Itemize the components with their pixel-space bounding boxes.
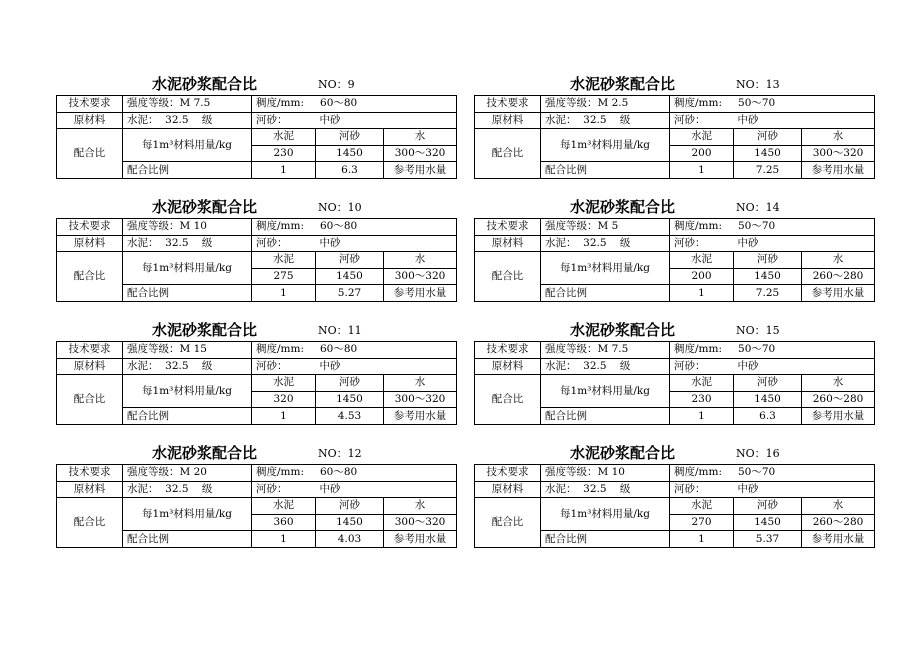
col-cement-header: 水泥 (252, 375, 316, 392)
raw-material-label: 原材料 (57, 112, 123, 129)
raw-material-label: 原材料 (57, 235, 123, 252)
sand-amount: 1450 (316, 391, 384, 408)
ratio-label: 配合比例 (541, 531, 670, 548)
raw-material-row (475, 481, 875, 498)
strength-grade: 强度等级：M 2.5 (541, 96, 670, 113)
sheet-title: 水泥砂浆配合比 (570, 321, 676, 339)
cement-spec: 水泥： 32.5 级 (541, 481, 670, 498)
ratio-cement: 1 (670, 162, 734, 179)
sheet-title: 水泥砂浆配合比 (570, 444, 676, 462)
ref-water-note: 参考用水量 (802, 162, 875, 179)
sheet-title: 水泥砂浆配合比 (152, 321, 258, 339)
ratio-sand: 5.37 (734, 531, 802, 548)
cement-amount: 270 (670, 514, 734, 531)
col-cement-header: 水泥 (252, 252, 316, 269)
raw-material-row (475, 358, 875, 375)
ratio-label: 配合比例 (123, 531, 252, 548)
mix-sheet (474, 196, 874, 302)
cement-spec: 水泥： 32.5 级 (123, 358, 252, 375)
ratio-label: 配合比例 (541, 162, 670, 179)
raw-material-row (57, 358, 457, 375)
col-sand-header: 河砂 (316, 375, 384, 392)
cement-spec: 水泥： 32.5 级 (123, 235, 252, 252)
sheet-number: NO：15 (736, 324, 780, 337)
col-sand-header: 河砂 (734, 252, 802, 269)
sheet-number: NO：10 (318, 201, 362, 214)
usage-label: 每1m³材料用量/kg (541, 375, 670, 408)
cement-spec: 水泥： 32.5 级 (541, 358, 670, 375)
tech-req-label: 技术要求 (475, 96, 541, 113)
ratio-cement: 1 (252, 408, 316, 425)
cement-amount: 200 (670, 145, 734, 162)
consistency: 稠度/mm: 60～80 (252, 342, 457, 359)
ratio-sand: 4.53 (316, 408, 384, 425)
strength-grade: 强度等级：M 10 (123, 219, 252, 236)
tech-req-label: 技术要求 (57, 342, 123, 359)
sheet-header (474, 196, 874, 218)
col-sand-header: 河砂 (734, 129, 802, 146)
ratio-label: 配合比例 (541, 285, 670, 302)
col-water-header: 水 (384, 498, 457, 515)
sand-spec: 河砂： 中砂 (252, 235, 457, 252)
mix-ratio-label: 配合比 (57, 252, 123, 302)
sheet-title: 水泥砂浆配合比 (570, 75, 676, 93)
col-water-header: 水 (802, 375, 875, 392)
mix-header-row (475, 252, 875, 269)
cement-spec: 水泥： 32.5 级 (123, 481, 252, 498)
sand-amount: 1450 (734, 514, 802, 531)
usage-label: 每1m³材料用量/kg (123, 375, 252, 408)
col-sand-header: 河砂 (316, 252, 384, 269)
cement-amount: 230 (252, 145, 316, 162)
ratio-sand: 7.25 (734, 285, 802, 302)
sand-amount: 1450 (734, 268, 802, 285)
tech-req-label: 技术要求 (475, 465, 541, 482)
mix-header-row (57, 498, 457, 515)
strength-grade: 强度等级：M 7.5 (123, 96, 252, 113)
mix-sheet (56, 319, 456, 425)
sand-amount: 1450 (316, 145, 384, 162)
sheet-header (474, 442, 874, 464)
col-cement-header: 水泥 (252, 498, 316, 515)
col-cement-header: 水泥 (252, 129, 316, 146)
water-amount: 300～320 (384, 268, 457, 285)
cement-spec: 水泥： 32.5 级 (541, 112, 670, 129)
mix-sheet (474, 442, 874, 548)
ref-water-note: 参考用水量 (384, 285, 457, 302)
mix-table (474, 218, 875, 302)
tech-req-label: 技术要求 (475, 342, 541, 359)
col-sand-header: 河砂 (316, 129, 384, 146)
water-amount: 300～320 (384, 391, 457, 408)
sand-spec: 河砂： 中砂 (670, 235, 875, 252)
mix-table (56, 218, 457, 302)
consistency: 稠度/mm: 60～80 (252, 465, 457, 482)
consistency: 稠度/mm: 60～80 (252, 96, 457, 113)
usage-label: 每1m³材料用量/kg (541, 252, 670, 285)
ref-water-note: 参考用水量 (802, 285, 875, 302)
sand-spec: 河砂： 中砂 (252, 481, 457, 498)
water-amount: 260～280 (802, 268, 875, 285)
sand-spec: 河砂： 中砂 (252, 358, 457, 375)
sheet-number: NO：9 (318, 78, 355, 91)
usage-label: 每1m³材料用量/kg (541, 498, 670, 531)
strength-grade: 强度等级：M 10 (541, 465, 670, 482)
ratio-cement: 1 (252, 162, 316, 179)
sand-amount: 1450 (316, 514, 384, 531)
raw-material-row (475, 235, 875, 252)
sheet-number: NO：12 (318, 447, 362, 460)
consistency: 稠度/mm: 60～80 (252, 219, 457, 236)
sand-spec: 河砂： 中砂 (670, 481, 875, 498)
water-amount: 300～320 (384, 514, 457, 531)
tech-req-row (475, 342, 875, 359)
ratio-cement: 1 (670, 531, 734, 548)
sheet-number: NO：16 (736, 447, 780, 460)
col-cement-header: 水泥 (670, 498, 734, 515)
cement-amount: 320 (252, 391, 316, 408)
tech-req-row (57, 342, 457, 359)
cement-spec: 水泥： 32.5 级 (123, 112, 252, 129)
ratio-cement: 1 (252, 531, 316, 548)
mix-ratio-label: 配合比 (57, 498, 123, 548)
usage-label: 每1m³材料用量/kg (123, 252, 252, 285)
mix-table (56, 341, 457, 425)
col-sand-header: 河砂 (734, 375, 802, 392)
sheet-number: NO：13 (736, 78, 780, 91)
cement-amount: 200 (670, 268, 734, 285)
tech-req-row (475, 465, 875, 482)
tech-req-label: 技术要求 (475, 219, 541, 236)
mix-header-row (475, 129, 875, 146)
mix-header-row (475, 375, 875, 392)
sheet-header (56, 319, 456, 341)
raw-material-label: 原材料 (475, 358, 541, 375)
cement-amount: 360 (252, 514, 316, 531)
sheet-header (56, 442, 456, 464)
mix-table (56, 464, 457, 548)
ref-water-note: 参考用水量 (802, 408, 875, 425)
sand-spec: 河砂： 中砂 (252, 112, 457, 129)
mix-sheet (56, 196, 456, 302)
tech-req-row (57, 219, 457, 236)
sheet-header (56, 73, 456, 95)
mix-ratio-label: 配合比 (475, 375, 541, 425)
col-water-header: 水 (802, 129, 875, 146)
tech-req-row (475, 96, 875, 113)
strength-grade: 强度等级：M 20 (123, 465, 252, 482)
col-water-header: 水 (384, 252, 457, 269)
col-cement-header: 水泥 (670, 375, 734, 392)
usage-label: 每1m³材料用量/kg (541, 129, 670, 162)
mix-header-row (57, 129, 457, 146)
strength-grade: 强度等级：M 5 (541, 219, 670, 236)
sand-spec: 河砂： 中砂 (670, 358, 875, 375)
sand-amount: 1450 (734, 145, 802, 162)
mix-table (56, 95, 457, 179)
raw-material-label: 原材料 (57, 481, 123, 498)
col-cement-header: 水泥 (670, 129, 734, 146)
mix-sheet (56, 442, 456, 548)
raw-material-label: 原材料 (57, 358, 123, 375)
usage-label: 每1m³材料用量/kg (123, 129, 252, 162)
consistency: 稠度/mm: 50～70 (670, 96, 875, 113)
mix-table (474, 341, 875, 425)
tech-req-row (57, 96, 457, 113)
ratio-cement: 1 (252, 285, 316, 302)
ratio-label: 配合比例 (123, 285, 252, 302)
raw-material-row (475, 112, 875, 129)
raw-material-label: 原材料 (475, 481, 541, 498)
ratio-sand: 6.3 (316, 162, 384, 179)
mix-ratio-label: 配合比 (57, 129, 123, 179)
sheet-number: NO：11 (318, 324, 362, 337)
sheet-title: 水泥砂浆配合比 (152, 75, 258, 93)
tech-req-row (475, 219, 875, 236)
mix-sheet (56, 73, 456, 179)
mix-header-row (57, 252, 457, 269)
mix-ratio-label: 配合比 (57, 375, 123, 425)
col-water-header: 水 (384, 375, 457, 392)
sand-amount: 1450 (734, 391, 802, 408)
raw-material-row (57, 112, 457, 129)
consistency: 稠度/mm: 50～70 (670, 342, 875, 359)
ref-water-note: 参考用水量 (384, 531, 457, 548)
sheet-header (474, 319, 874, 341)
ref-water-note: 参考用水量 (384, 408, 457, 425)
ref-water-note: 参考用水量 (802, 531, 875, 548)
sheet-header (474, 73, 874, 95)
raw-material-label: 原材料 (475, 235, 541, 252)
water-amount: 260～280 (802, 514, 875, 531)
strength-grade: 强度等级：M 7.5 (541, 342, 670, 359)
tech-req-label: 技术要求 (57, 465, 123, 482)
tech-req-row (57, 465, 457, 482)
mix-header-row (475, 498, 875, 515)
cement-amount: 275 (252, 268, 316, 285)
strength-grade: 强度等级：M 15 (123, 342, 252, 359)
sand-amount: 1450 (316, 268, 384, 285)
col-water-header: 水 (802, 252, 875, 269)
ratio-cement: 1 (670, 285, 734, 302)
sand-spec: 河砂： 中砂 (670, 112, 875, 129)
mix-ratio-label: 配合比 (475, 252, 541, 302)
consistency: 稠度/mm: 50～70 (670, 219, 875, 236)
col-sand-header: 河砂 (316, 498, 384, 515)
sheet-title: 水泥砂浆配合比 (152, 198, 258, 216)
water-amount: 300～320 (802, 145, 875, 162)
ratio-sand: 4.03 (316, 531, 384, 548)
ratio-label: 配合比例 (123, 162, 252, 179)
col-sand-header: 河砂 (734, 498, 802, 515)
water-amount: 260～280 (802, 391, 875, 408)
mix-ratio-label: 配合比 (475, 129, 541, 179)
cement-amount: 230 (670, 391, 734, 408)
sheet-title: 水泥砂浆配合比 (152, 444, 258, 462)
sheet-number: NO：14 (736, 201, 780, 214)
tech-req-label: 技术要求 (57, 219, 123, 236)
raw-material-label: 原材料 (475, 112, 541, 129)
sheet-header (56, 196, 456, 218)
ref-water-note: 参考用水量 (384, 162, 457, 179)
water-amount: 300～320 (384, 145, 457, 162)
raw-material-row (57, 235, 457, 252)
ratio-sand: 6.3 (734, 408, 802, 425)
usage-label: 每1m³材料用量/kg (123, 498, 252, 531)
mix-ratio-label: 配合比 (475, 498, 541, 548)
mix-sheet (474, 319, 874, 425)
consistency: 稠度/mm: 50～70 (670, 465, 875, 482)
ratio-cement: 1 (670, 408, 734, 425)
cement-spec: 水泥： 32.5 级 (541, 235, 670, 252)
raw-material-row (57, 481, 457, 498)
mix-table (474, 464, 875, 548)
ratio-label: 配合比例 (541, 408, 670, 425)
col-water-header: 水 (802, 498, 875, 515)
mix-sheet (474, 73, 874, 179)
ratio-label: 配合比例 (123, 408, 252, 425)
mix-header-row (57, 375, 457, 392)
sheet-title: 水泥砂浆配合比 (570, 198, 676, 216)
ratio-sand: 5.27 (316, 285, 384, 302)
col-water-header: 水 (384, 129, 457, 146)
mix-table (474, 95, 875, 179)
tech-req-label: 技术要求 (57, 96, 123, 113)
col-cement-header: 水泥 (670, 252, 734, 269)
ratio-sand: 7.25 (734, 162, 802, 179)
